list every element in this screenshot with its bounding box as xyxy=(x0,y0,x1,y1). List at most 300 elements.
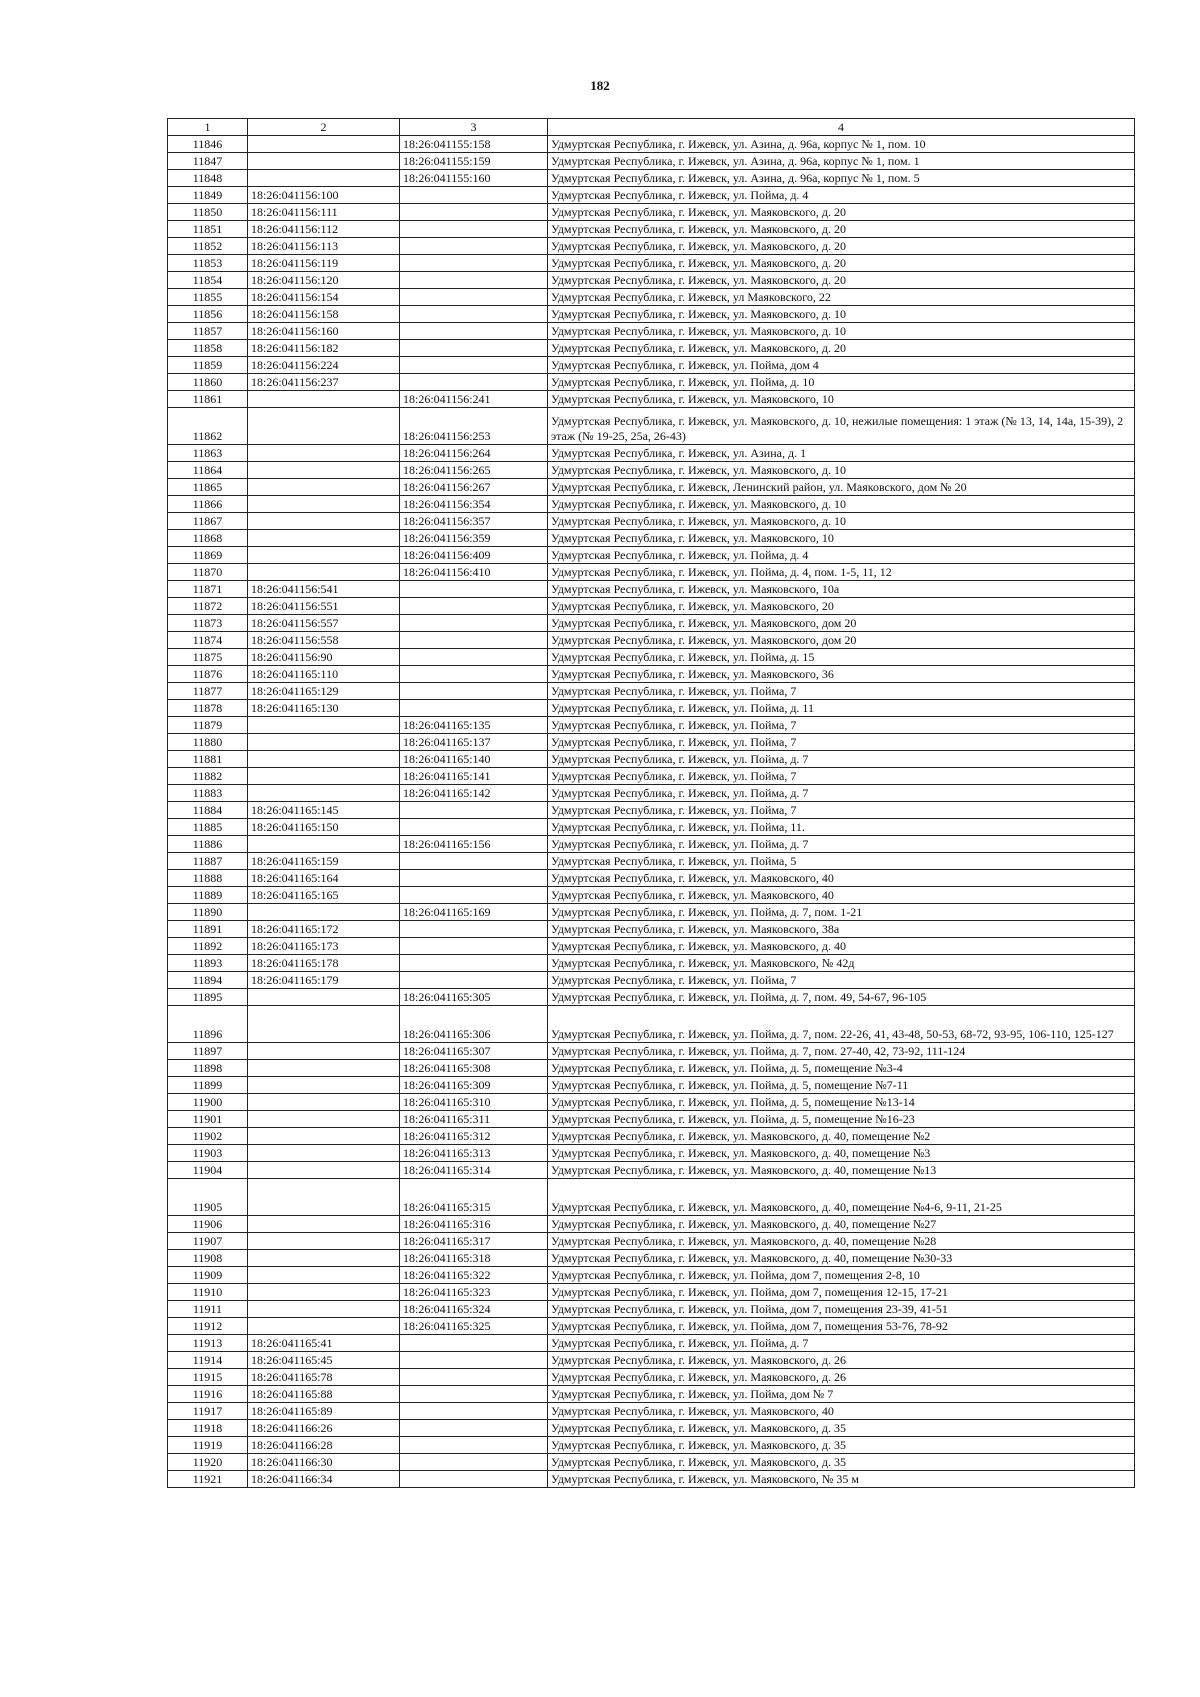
row-number-cell: 11890 xyxy=(168,904,248,921)
cadastral-number-building-cell xyxy=(400,238,548,255)
cadastral-number-building-cell xyxy=(400,255,548,272)
cadastral-number-building-cell xyxy=(400,1437,548,1454)
row-number-cell: 11877 xyxy=(168,683,248,700)
cadastral-number-land-cell: 18:26:041165:41 xyxy=(248,1335,400,1352)
cadastral-number-building-cell: 18:26:041165:308 xyxy=(400,1060,548,1077)
cadastral-number-land-cell xyxy=(248,989,400,1006)
row-number-cell: 11889 xyxy=(168,887,248,904)
address-cell: Удмуртская Республика, г. Ижевск, ул. Маяковского, № 42д xyxy=(548,955,1135,972)
table-row xyxy=(168,785,1135,802)
cadastral-number-building-cell: 18:26:041155:158 xyxy=(400,136,548,153)
row-number-cell: 11875 xyxy=(168,649,248,666)
cadastral-number-land-cell: 18:26:041165:129 xyxy=(248,683,400,700)
table-row xyxy=(168,1301,1135,1318)
row-number-cell: 11900 xyxy=(168,1094,248,1111)
address-cell: Удмуртская Республика, г. Ижевск, ул. Маяковского, 36 xyxy=(548,666,1135,683)
cadastral-number-land-cell xyxy=(248,564,400,581)
table-row xyxy=(168,870,1135,887)
cadastral-number-land-cell xyxy=(248,1284,400,1301)
table-row xyxy=(168,1250,1135,1267)
cadastral-number-land-cell: 18:26:041156:111 xyxy=(248,204,400,221)
row-number-cell: 11897 xyxy=(168,1043,248,1060)
address-cell: Удмуртская Республика, г. Ижевск, ул. Маяковского, дом 20 xyxy=(548,632,1135,649)
cadastral-number-building-cell: 18:26:041156:241 xyxy=(400,391,548,408)
address-cell: Удмуртская Республика, г. Ижевск, ул. Маяковского, д. 40, помещение №27 xyxy=(548,1216,1135,1233)
table-row xyxy=(168,1403,1135,1420)
address-cell: Удмуртская Республика, г. Ижевск, ул. Маяковского, д. 20 xyxy=(548,272,1135,289)
address-cell: Удмуртская Республика, г. Ижевск, ул. Пойма, 7 xyxy=(548,802,1135,819)
cadastral-number-building-cell xyxy=(400,1335,548,1352)
cadastral-number-land-cell: 18:26:041156:90 xyxy=(248,649,400,666)
address-cell: Удмуртская Республика, г. Ижевск, ул. Маяковского, д. 35 xyxy=(548,1420,1135,1437)
cadastral-number-land-cell: 18:26:041156:154 xyxy=(248,289,400,306)
cadastral-number-land-cell: 18:26:041156:224 xyxy=(248,357,400,374)
row-number-cell: 11899 xyxy=(168,1077,248,1094)
row-number-cell: 11864 xyxy=(168,462,248,479)
table-row xyxy=(168,904,1135,921)
table-row xyxy=(168,1077,1135,1094)
address-cell: Удмуртская Республика, г. Ижевск, ул. Пойма, 7 xyxy=(548,717,1135,734)
registry-table xyxy=(167,118,1135,1488)
cadastral-number-building-cell xyxy=(400,306,548,323)
cadastral-number-land-cell xyxy=(248,1216,400,1233)
cadastral-number-building-cell xyxy=(400,632,548,649)
row-number-cell: 11904 xyxy=(168,1162,248,1179)
row-number-cell: 11921 xyxy=(168,1471,248,1488)
row-number-cell: 11850 xyxy=(168,204,248,221)
cadastral-number-building-cell xyxy=(400,921,548,938)
table-row xyxy=(168,1060,1135,1077)
cadastral-number-land-cell xyxy=(248,1077,400,1094)
row-number-cell: 11896 xyxy=(168,1006,248,1043)
cadastral-number-building-cell xyxy=(400,221,548,238)
row-number-cell: 11870 xyxy=(168,564,248,581)
cadastral-number-building-cell xyxy=(400,1386,548,1403)
address-cell: Удмуртская Республика, г. Ижевск, ул. Пойма, д. 4 xyxy=(548,547,1135,564)
cadastral-number-land-cell xyxy=(248,136,400,153)
address-cell: Удмуртская Республика, г. Ижевск, ул. Пойма, д. 4, пом. 1-5, 11, 12 xyxy=(548,564,1135,581)
cadastral-number-land-cell: 18:26:041166:26 xyxy=(248,1420,400,1437)
cadastral-number-land-cell xyxy=(248,391,400,408)
cadastral-number-building-cell xyxy=(400,1352,548,1369)
cadastral-number-building-cell: 18:26:041165:169 xyxy=(400,904,548,921)
address-cell: Удмуртская Республика, г. Ижевск, ул Маяковского, 22 xyxy=(548,289,1135,306)
cadastral-number-building-cell xyxy=(400,1369,548,1386)
cadastral-number-building-cell: 18:26:041165:135 xyxy=(400,717,548,734)
row-number-cell: 11894 xyxy=(168,972,248,989)
table-row xyxy=(168,1111,1135,1128)
address-cell: Удмуртская Республика, г. Ижевск, ул. Маяковского, д. 20 xyxy=(548,340,1135,357)
cadastral-number-land-cell xyxy=(248,479,400,496)
cadastral-number-land-cell xyxy=(248,717,400,734)
table-row xyxy=(168,238,1135,255)
row-number-cell: 11860 xyxy=(168,374,248,391)
cadastral-number-land-cell xyxy=(248,751,400,768)
cadastral-number-building-cell xyxy=(400,289,548,306)
address-cell: Удмуртская Республика, г. Ижевск, ул. Пойма, 7 xyxy=(548,683,1135,700)
address-cell: Удмуртская Республика, г. Ижевск, ул. Маяковского, 40 xyxy=(548,1403,1135,1420)
cadastral-number-building-cell: 18:26:041165:314 xyxy=(400,1162,548,1179)
cadastral-number-land-cell xyxy=(248,170,400,187)
cadastral-number-building-cell xyxy=(400,581,548,598)
address-cell: Удмуртская Республика, г. Ижевск, ул. Маяковского, д. 20 xyxy=(548,204,1135,221)
table-row xyxy=(168,530,1135,547)
cadastral-number-land-cell xyxy=(248,904,400,921)
table-row xyxy=(168,1145,1135,1162)
table-row xyxy=(168,615,1135,632)
address-cell: Удмуртская Республика, г. Ижевск, ул. Маяковского, д. 10, нежилые помещения: 1 этаж (№ 13, 14, 14а, 15-39), 2 этаж (№ 19-25, 25а, 26-43) xyxy=(548,408,1135,445)
cadastral-number-land-cell xyxy=(248,1060,400,1077)
address-cell: Удмуртская Республика, г. Ижевск, ул. Пойма, 7 xyxy=(548,734,1135,751)
cadastral-number-land-cell xyxy=(248,768,400,785)
cadastral-number-building-cell: 18:26:041165:313 xyxy=(400,1145,548,1162)
cadastral-number-land-cell xyxy=(248,547,400,564)
cadastral-number-land-cell xyxy=(248,836,400,853)
cadastral-number-building-cell xyxy=(400,649,548,666)
table-row xyxy=(168,1369,1135,1386)
table-row xyxy=(168,221,1135,238)
row-number-cell: 11852 xyxy=(168,238,248,255)
address-cell: Удмуртская Республика, г. Ижевск, ул. Пойма, д. 7 xyxy=(548,836,1135,853)
table-row xyxy=(168,1179,1135,1216)
address-cell: Удмуртская Республика, г. Ижевск, ул. Маяковского, д. 40, помещение №30-33 xyxy=(548,1250,1135,1267)
row-number-cell: 11849 xyxy=(168,187,248,204)
table-row xyxy=(168,751,1135,768)
cadastral-number-building-cell: 18:26:041165:323 xyxy=(400,1284,548,1301)
table-row xyxy=(168,1454,1135,1471)
row-number-cell: 11861 xyxy=(168,391,248,408)
row-number-cell: 11857 xyxy=(168,323,248,340)
cadastral-number-building-cell: 18:26:041165:137 xyxy=(400,734,548,751)
cadastral-number-building-cell: 18:26:041165:305 xyxy=(400,989,548,1006)
cadastral-number-land-cell: 18:26:041165:178 xyxy=(248,955,400,972)
table-row xyxy=(168,1420,1135,1437)
address-cell: Удмуртская Республика, г. Ижевск, ул. Маяковского, д. 40 xyxy=(548,938,1135,955)
cadastral-number-building-cell xyxy=(400,802,548,819)
row-number-cell: 11909 xyxy=(168,1267,248,1284)
cadastral-number-building-cell xyxy=(400,598,548,615)
table-row xyxy=(168,666,1135,683)
address-cell: Удмуртская Республика, г. Ижевск, ул. Маяковского, д. 26 xyxy=(548,1352,1135,1369)
cadastral-number-building-cell: 18:26:041165:311 xyxy=(400,1111,548,1128)
table-row xyxy=(168,955,1135,972)
address-cell: Удмуртская Республика, г. Ижевск, ул. Маяковского, № 35 м xyxy=(548,1471,1135,1488)
row-number-cell: 11858 xyxy=(168,340,248,357)
row-number-cell: 11874 xyxy=(168,632,248,649)
row-number-cell: 11859 xyxy=(168,357,248,374)
address-cell: Удмуртская Республика, г. Ижевск, ул. Пойма, д. 5, помещение №3-4 xyxy=(548,1060,1135,1077)
table-body xyxy=(168,136,1135,1488)
row-number-cell: 11863 xyxy=(168,445,248,462)
address-cell: Удмуртская Республика, г. Ижевск, ул. Пойма, д. 7, пом. 1-21 xyxy=(548,904,1135,921)
row-number-cell: 11888 xyxy=(168,870,248,887)
cadastral-number-land-cell: 18:26:041156:160 xyxy=(248,323,400,340)
row-number-cell: 11879 xyxy=(168,717,248,734)
address-cell: Удмуртская Республика, г. Ижевск, ул. Пойма, д. 15 xyxy=(548,649,1135,666)
cadastral-number-building-cell: 18:26:041156:265 xyxy=(400,462,548,479)
column-header-2: 2 xyxy=(248,119,400,136)
cadastral-number-land-cell: 18:26:041165:88 xyxy=(248,1386,400,1403)
row-number-cell: 11895 xyxy=(168,989,248,1006)
table-row xyxy=(168,255,1135,272)
cadastral-number-building-cell: 18:26:041156:409 xyxy=(400,547,548,564)
cadastral-number-building-cell: 18:26:041156:410 xyxy=(400,564,548,581)
cadastral-number-land-cell xyxy=(248,530,400,547)
table-row xyxy=(168,632,1135,649)
table-row xyxy=(168,700,1135,717)
address-cell: Удмуртская Республика, г. Ижевск, ул. Пойма, д. 10 xyxy=(548,374,1135,391)
address-cell: Удмуртская Республика, г. Ижевск, ул. Маяковского, д. 10 xyxy=(548,306,1135,323)
table-row xyxy=(168,989,1135,1006)
cadastral-number-building-cell xyxy=(400,1471,548,1488)
row-number-cell: 11910 xyxy=(168,1284,248,1301)
cadastral-number-building-cell xyxy=(400,1403,548,1420)
cadastral-number-building-cell: 18:26:041165:310 xyxy=(400,1094,548,1111)
cadastral-number-land-cell xyxy=(248,785,400,802)
address-cell: Удмуртская Республика, г. Ижевск, ул. Маяковского, д. 26 xyxy=(548,1369,1135,1386)
table-row xyxy=(168,547,1135,564)
row-number-cell: 11847 xyxy=(168,153,248,170)
cadastral-number-building-cell xyxy=(400,1454,548,1471)
cadastral-number-building-cell xyxy=(400,204,548,221)
address-cell: Удмуртская Республика, г. Ижевск, ул. Маяковского, д. 20 xyxy=(548,221,1135,238)
table-row xyxy=(168,802,1135,819)
header-row xyxy=(168,119,1135,136)
row-number-cell: 11882 xyxy=(168,768,248,785)
cadastral-number-land-cell: 18:26:041156:119 xyxy=(248,255,400,272)
cadastral-number-land-cell xyxy=(248,1006,400,1043)
cadastral-number-land-cell: 18:26:041156:120 xyxy=(248,272,400,289)
cadastral-number-building-cell: 18:26:041155:159 xyxy=(400,153,548,170)
cadastral-number-land-cell: 18:26:041165:179 xyxy=(248,972,400,989)
cadastral-number-building-cell: 18:26:041165:142 xyxy=(400,785,548,802)
row-number-cell: 11853 xyxy=(168,255,248,272)
address-cell: Удмуртская Республика, г. Ижевск, ул. Пойма, дом 7, помещения 53-76, 78-92 xyxy=(548,1318,1135,1335)
cadastral-number-land-cell: 18:26:041165:150 xyxy=(248,819,400,836)
row-number-cell: 11891 xyxy=(168,921,248,938)
cadastral-number-land-cell xyxy=(248,513,400,530)
cadastral-number-building-cell: 18:26:041165:141 xyxy=(400,768,548,785)
row-number-cell: 11876 xyxy=(168,666,248,683)
row-number-cell: 11905 xyxy=(168,1179,248,1216)
address-cell: Удмуртская Республика, г. Ижевск, ул. Маяковского, д. 20 xyxy=(548,238,1135,255)
table-row xyxy=(168,357,1135,374)
address-cell: Удмуртская Республика, г. Ижевск, ул. Пойма, дом 7, помещения 23-39, 41-51 xyxy=(548,1301,1135,1318)
table-row xyxy=(168,836,1135,853)
cadastral-number-building-cell xyxy=(400,972,548,989)
cadastral-number-land-cell: 18:26:041156:557 xyxy=(248,615,400,632)
row-number-cell: 11855 xyxy=(168,289,248,306)
table-row xyxy=(168,1267,1135,1284)
row-number-cell: 11920 xyxy=(168,1454,248,1471)
address-cell: Удмуртская Республика, г. Ижевск, ул. Пойма, дом № 7 xyxy=(548,1386,1135,1403)
table-row xyxy=(168,445,1135,462)
cadastral-number-land-cell: 18:26:041165:89 xyxy=(248,1403,400,1420)
table-row xyxy=(168,938,1135,955)
table-row xyxy=(168,513,1135,530)
table-row xyxy=(168,1386,1135,1403)
row-number-cell: 11911 xyxy=(168,1301,248,1318)
table-row xyxy=(168,187,1135,204)
table-row xyxy=(168,1006,1135,1043)
row-number-cell: 11866 xyxy=(168,496,248,513)
column-header-4: 4 xyxy=(548,119,1135,136)
cadastral-number-building-cell xyxy=(400,323,548,340)
table-row xyxy=(168,1284,1135,1301)
address-cell: Удмуртская Республика, г. Ижевск, ул. Пойма, 11. xyxy=(548,819,1135,836)
cadastral-number-building-cell: 18:26:041165:312 xyxy=(400,1128,548,1145)
cadastral-number-land-cell xyxy=(248,1233,400,1250)
cadastral-number-building-cell: 18:26:041165:324 xyxy=(400,1301,548,1318)
table-row xyxy=(168,853,1135,870)
cadastral-number-land-cell xyxy=(248,153,400,170)
row-number-cell: 11906 xyxy=(168,1216,248,1233)
cadastral-number-building-cell: 18:26:041165:309 xyxy=(400,1077,548,1094)
table-row xyxy=(168,462,1135,479)
cadastral-number-land-cell xyxy=(248,1128,400,1145)
cadastral-number-land-cell xyxy=(248,1318,400,1335)
cadastral-number-land-cell xyxy=(248,445,400,462)
cadastral-number-land-cell: 18:26:041165:172 xyxy=(248,921,400,938)
cadastral-number-land-cell: 18:26:041166:34 xyxy=(248,1471,400,1488)
cadastral-number-land-cell xyxy=(248,462,400,479)
cadastral-number-land-cell: 18:26:041156:558 xyxy=(248,632,400,649)
cadastral-number-land-cell: 18:26:041156:100 xyxy=(248,187,400,204)
cadastral-number-building-cell: 18:26:041156:357 xyxy=(400,513,548,530)
address-cell: Удмуртская Республика, г. Ижевск, ул. Маяковского, дом 20 xyxy=(548,615,1135,632)
row-number-cell: 11880 xyxy=(168,734,248,751)
address-cell: Удмуртская Республика, г. Ижевск, ул. Маяковского, д. 40, помещение №2 xyxy=(548,1128,1135,1145)
cadastral-number-land-cell xyxy=(248,1145,400,1162)
table-row xyxy=(168,1437,1135,1454)
table-row xyxy=(168,921,1135,938)
cadastral-number-building-cell: 18:26:041165:156 xyxy=(400,836,548,853)
row-number-cell: 11915 xyxy=(168,1369,248,1386)
address-cell: Удмуртская Республика, г. Ижевск, ул. Маяковского, д. 20 xyxy=(548,255,1135,272)
cadastral-number-building-cell xyxy=(400,272,548,289)
table-row xyxy=(168,340,1135,357)
table-row xyxy=(168,683,1135,700)
row-number-cell: 11884 xyxy=(168,802,248,819)
table-row xyxy=(168,479,1135,496)
row-number-cell: 11901 xyxy=(168,1111,248,1128)
address-cell: Удмуртская Республика, г. Ижевск, Ленинский район, ул. Маяковского, дом № 20 xyxy=(548,479,1135,496)
address-cell: Удмуртская Республика, г. Ижевск, ул. Маяковского, 38а xyxy=(548,921,1135,938)
address-cell: Удмуртская Республика, г. Ижевск, ул. Маяковского, д. 10 xyxy=(548,513,1135,530)
cadastral-number-building-cell xyxy=(400,1420,548,1437)
cadastral-number-building-cell: 18:26:041156:253 xyxy=(400,408,548,445)
cadastral-number-land-cell xyxy=(248,496,400,513)
table-row xyxy=(168,1043,1135,1060)
table-row xyxy=(168,887,1135,904)
table-row xyxy=(168,768,1135,785)
address-cell: Удмуртская Республика, г. Ижевск, ул. Маяковского, д. 40, помещение №4-6, 9-11, 21-25 xyxy=(548,1179,1135,1216)
cadastral-number-building-cell xyxy=(400,853,548,870)
row-number-cell: 11887 xyxy=(168,853,248,870)
table-row xyxy=(168,734,1135,751)
cadastral-number-land-cell: 18:26:041166:30 xyxy=(248,1454,400,1471)
row-number-cell: 11868 xyxy=(168,530,248,547)
row-number-cell: 11912 xyxy=(168,1318,248,1335)
address-cell: Удмуртская Республика, г. Ижевск, ул. Маяковского, 10а xyxy=(548,581,1135,598)
table-row xyxy=(168,581,1135,598)
address-cell: Удмуртская Республика, г. Ижевск, ул. Маяковского, 40 xyxy=(548,870,1135,887)
address-cell: Удмуртская Республика, г. Ижевск, ул. Маяковского, д. 40, помещение №13 xyxy=(548,1162,1135,1179)
row-number-cell: 11846 xyxy=(168,136,248,153)
column-header-3: 3 xyxy=(400,119,548,136)
table-row xyxy=(168,170,1135,187)
table-row xyxy=(168,1128,1135,1145)
cadastral-number-building-cell: 18:26:041165:140 xyxy=(400,751,548,768)
table-row xyxy=(168,1335,1135,1352)
address-cell: Удмуртская Республика, г. Ижевск, ул. Пойма, 5 xyxy=(548,853,1135,870)
row-number-cell: 11913 xyxy=(168,1335,248,1352)
row-number-cell: 11908 xyxy=(168,1250,248,1267)
address-cell: Удмуртская Республика, г. Ижевск, ул. Пойма, д. 7 xyxy=(548,751,1135,768)
address-cell: Удмуртская Республика, г. Ижевск, ул. Маяковского, д. 10 xyxy=(548,323,1135,340)
table-row xyxy=(168,1233,1135,1250)
address-cell: Удмуртская Республика, г. Ижевск, ул. Маяковского, 10 xyxy=(548,391,1135,408)
address-cell: Удмуртская Республика, г. Ижевск, ул. Пойма, д. 4 xyxy=(548,187,1135,204)
cadastral-number-building-cell xyxy=(400,615,548,632)
address-cell: Удмуртская Республика, г. Ижевск, ул. Пойма, д. 7, пом. 22-26, 41, 43-48, 50-53, 68-72, 93-95, 106-110, 125-127 xyxy=(548,1006,1135,1043)
cadastral-number-building-cell xyxy=(400,870,548,887)
address-cell: Удмуртская Республика, г. Ижевск, ул. Маяковского, д. 40, помещение №28 xyxy=(548,1233,1135,1250)
address-cell: Удмуртская Республика, г. Ижевск, ул. Пойма, дом 7, помещения 2-8, 10 xyxy=(548,1267,1135,1284)
cadastral-number-land-cell: 18:26:041156:113 xyxy=(248,238,400,255)
cadastral-number-building-cell xyxy=(400,374,548,391)
cadastral-number-building-cell: 18:26:041165:318 xyxy=(400,1250,548,1267)
table-row xyxy=(168,374,1135,391)
address-cell: Удмуртская Республика, г. Ижевск, ул. Азина, д. 96а, корпус № 1, пом. 5 xyxy=(548,170,1135,187)
row-number-cell: 11893 xyxy=(168,955,248,972)
cadastral-number-building-cell: 18:26:041165:315 xyxy=(400,1179,548,1216)
cadastral-number-land-cell: 18:26:041156:112 xyxy=(248,221,400,238)
row-number-cell: 11883 xyxy=(168,785,248,802)
address-cell: Удмуртская Республика, г. Ижевск, ул. Пойма, д. 11 xyxy=(548,700,1135,717)
row-number-cell: 11892 xyxy=(168,938,248,955)
cadastral-number-land-cell: 18:26:041156:541 xyxy=(248,581,400,598)
row-number-cell: 11862 xyxy=(168,408,248,445)
table-row xyxy=(168,1318,1135,1335)
cadastral-number-land-cell: 18:26:041165:78 xyxy=(248,1369,400,1386)
row-number-cell: 11917 xyxy=(168,1403,248,1420)
cadastral-number-building-cell xyxy=(400,819,548,836)
row-number-cell: 11871 xyxy=(168,581,248,598)
address-cell: Удмуртская Республика, г. Ижевск, ул. Азина, д. 96а, корпус № 1, пом. 10 xyxy=(548,136,1135,153)
row-number-cell: 11898 xyxy=(168,1060,248,1077)
address-cell: Удмуртская Республика, г. Ижевск, ул. Пойма, дом 4 xyxy=(548,357,1135,374)
cadastral-number-land-cell: 18:26:041165:159 xyxy=(248,853,400,870)
table-row xyxy=(168,1162,1135,1179)
cadastral-number-building-cell: 18:26:041156:267 xyxy=(400,479,548,496)
cadastral-number-building-cell xyxy=(400,340,548,357)
row-number-cell: 11914 xyxy=(168,1352,248,1369)
row-number-cell: 11902 xyxy=(168,1128,248,1145)
cadastral-number-land-cell: 18:26:041165:45 xyxy=(248,1352,400,1369)
address-cell: Удмуртская Республика, г. Ижевск, ул. Маяковского, 40 xyxy=(548,887,1135,904)
table-row xyxy=(168,323,1135,340)
address-cell: Удмуртская Республика, г. Ижевск, ул. Азина, д. 96а, корпус № 1, пом. 1 xyxy=(548,153,1135,170)
table-row xyxy=(168,1216,1135,1233)
cadastral-number-building-cell: 18:26:041165:325 xyxy=(400,1318,548,1335)
table-row xyxy=(168,564,1135,581)
cadastral-number-building-cell: 18:26:041165:307 xyxy=(400,1043,548,1060)
table-row xyxy=(168,408,1135,445)
table-row xyxy=(168,289,1135,306)
table-row xyxy=(168,1094,1135,1111)
cadastral-number-land-cell: 18:26:041156:158 xyxy=(248,306,400,323)
